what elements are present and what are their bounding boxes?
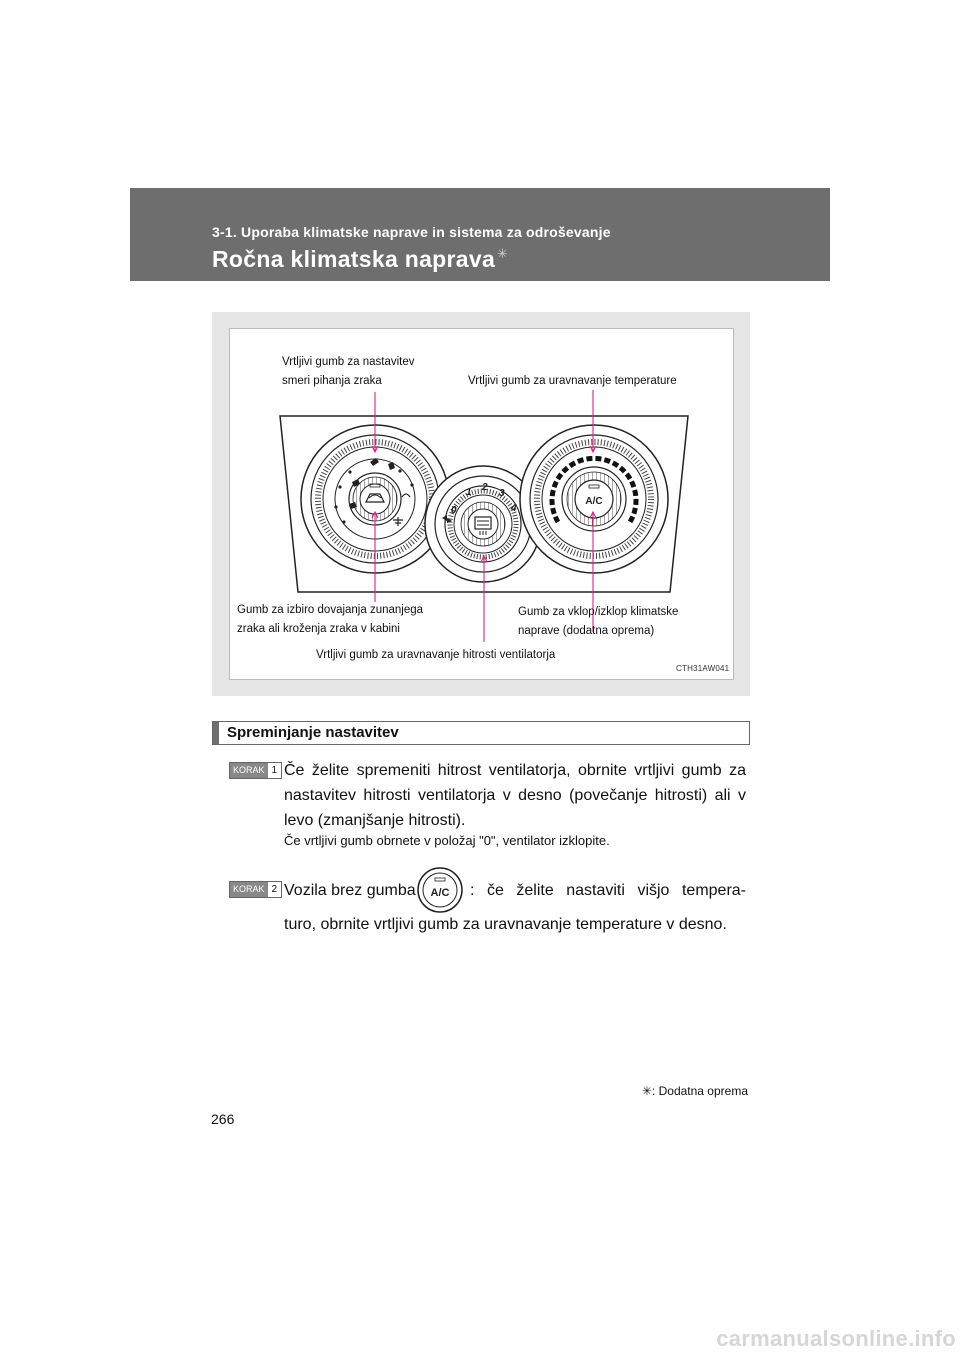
ac-label-line1: Gumb za vklop/izklop klimatske (518, 606, 679, 618)
page-title (212, 246, 508, 273)
fan-speed-4: 4 (511, 503, 517, 514)
climate-control-figure (212, 312, 750, 696)
step-badge-label: KORAK (230, 882, 268, 897)
step-2-text-before: Vozila brez gumba (284, 882, 416, 899)
ac-button-label: A/C (585, 496, 603, 507)
step-1-text: Če želite spremeniti hitrost ventilatorja, obrnite vrtljivi gumb za nastavitev hitrosti ventilatorja v desno (povečanje hitrosti) ali v levo (zmanjšanje hitrosti). (284, 762, 746, 829)
step-2-text-after: : če želite nastaviti višjo tempera- (470, 882, 746, 899)
figure-code: CTH31AW041 (676, 664, 730, 673)
fan-speed-0: 0 (451, 505, 457, 516)
step-badge-label: KORAK (230, 763, 268, 778)
step-2-text-cont: turo, obrnite vrtljivi gumb za uravnavanje temperature v desno. (284, 916, 727, 933)
temperature-knob (520, 425, 668, 573)
subheading (212, 721, 750, 745)
watermark: carmanualsonline.info (716, 1326, 956, 1351)
footnote: ✳: Dodatna oprema (641, 1084, 748, 1098)
page-title-text: Ročna klimatska naprava (212, 246, 496, 272)
fan-speed-label: Vrtljivi gumb za uravnavanje hitrosti ventilatorja (316, 649, 556, 661)
optional-equipment-mark: ✳ (497, 246, 509, 262)
temperature-label: Vrtljivi gumb za uravnavanje temperature (468, 375, 677, 387)
airflow-label-line2: smeri pihanja zraka (282, 375, 382, 387)
section-title: 3-1. Uporaba klimatske naprave in sistema za odroševanje (212, 224, 611, 240)
fan-speed-2: 2 (482, 482, 488, 493)
chapter-header (130, 188, 830, 281)
recirc-label-line2: zraka ali kroženja zraka v kabini (237, 623, 400, 635)
ac-button-icon (412, 866, 468, 914)
ac-label-line2: naprave (dodatna oprema) (518, 625, 655, 637)
subheading-text: Spreminjanje nastavitev (227, 724, 399, 741)
ac-icon-label: A/C (430, 887, 450, 899)
step-number: 1 (271, 765, 278, 776)
step-number: 2 (271, 884, 278, 895)
airflow-label-line1: Vrtljivi gumb za nastavitev (282, 356, 415, 368)
step-2-badge (229, 881, 282, 898)
step-1-note: Če vrtljivi gumb obrnete v položaj "0", ventilator izklopite. (284, 833, 610, 848)
recirc-label-line1: Gumb za izbiro dovajanja zunanjega (237, 604, 424, 616)
page-number: 266 (211, 1111, 235, 1127)
step-1-badge (229, 762, 282, 779)
fan-speed-3: 3 (499, 488, 505, 499)
fan-speed-1: 1 (466, 487, 472, 498)
subheading-bar (213, 722, 219, 744)
